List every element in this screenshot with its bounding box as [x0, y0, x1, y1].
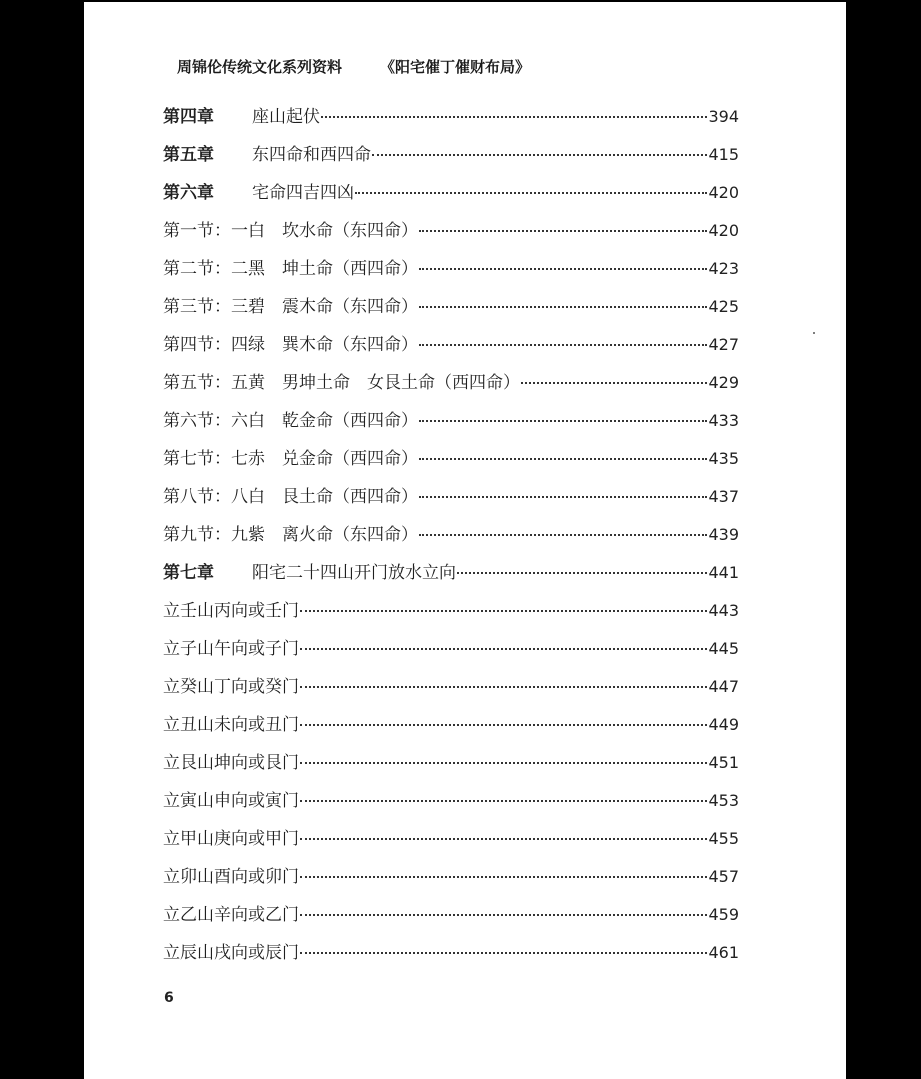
- dot-leader: [521, 381, 707, 384]
- toc-entry-title: 立乙山辛向或乙门: [163, 905, 299, 925]
- toc-page-number: 439: [708, 525, 739, 544]
- dot-leader: [300, 799, 707, 802]
- toc-entry-title: 第五节：五黄 男坤土命 女艮土命（西四命）: [163, 373, 520, 393]
- toc-entry: [163, 212, 739, 250]
- toc-page-number: 447: [708, 677, 739, 696]
- dot-leader: [300, 609, 707, 612]
- toc-entry: [163, 364, 739, 402]
- toc-entry-title: 东四命和西四命: [252, 145, 371, 165]
- dot-leader: [419, 267, 707, 270]
- toc-entry-title: 立甲山庚向或甲门: [163, 829, 299, 849]
- toc-entry-title: 立辰山戌向或辰门: [163, 943, 299, 963]
- toc-entry-title: 立癸山丁向或癸门: [163, 677, 299, 697]
- toc-entry: [163, 288, 739, 326]
- toc-entry-title: 立寅山申向或寅门: [163, 791, 299, 811]
- toc-page-number: 457: [708, 867, 739, 886]
- dot-leader: [419, 533, 707, 536]
- toc-page-number: 453: [708, 791, 739, 810]
- toc-entry: [163, 706, 739, 744]
- page-number: 6: [164, 990, 174, 1006]
- dot-leader: [300, 913, 707, 916]
- toc-page-number: 441: [708, 563, 739, 582]
- toc-page-number: 394: [708, 107, 739, 126]
- toc-entry-title: 立丑山未向或丑门: [163, 715, 299, 735]
- toc-entry: [163, 782, 739, 820]
- toc-entry-title: 立艮山坤向或艮门: [163, 753, 299, 773]
- dot-leader: [419, 343, 707, 346]
- toc-page-number: 455: [708, 829, 739, 848]
- toc-entry: [163, 98, 739, 136]
- toc-entry: [163, 896, 739, 934]
- toc-entry: [163, 516, 739, 554]
- dot-leader: [300, 761, 707, 764]
- toc-entry-title: 宅命四吉四凶: [252, 183, 354, 203]
- dot-leader: [419, 495, 707, 498]
- toc-entry: [163, 592, 739, 630]
- toc-page-number: 420: [708, 221, 739, 240]
- toc-entry: [163, 934, 739, 972]
- dot-leader: [300, 837, 707, 840]
- toc-page-number: 423: [708, 259, 739, 278]
- dot-leader: [300, 951, 707, 954]
- toc-entry: [163, 440, 739, 478]
- toc-chapter-label: 第五章: [163, 145, 214, 165]
- dot-leader: [321, 115, 707, 118]
- toc-page-number: 445: [708, 639, 739, 658]
- toc-entry: [163, 174, 739, 212]
- toc-entry-title: 第二节：二黑 坤土命（西四命）: [163, 259, 418, 279]
- toc-entry-title: 第八节：八白 艮土命（西四命）: [163, 487, 418, 507]
- dot-leader: [419, 305, 707, 308]
- toc-page-number: 443: [708, 601, 739, 620]
- toc-entry-title: 立壬山丙向或壬门: [163, 601, 299, 621]
- book-page: [84, 2, 846, 1079]
- toc-entry: [163, 402, 739, 440]
- dot-leader: [355, 191, 707, 194]
- dot-leader: [419, 229, 707, 232]
- toc-page-number: 415: [708, 145, 739, 164]
- toc-entry-title: 第七节：七赤 兑金命（西四命）: [163, 449, 418, 469]
- toc-page-number: 420: [708, 183, 739, 202]
- toc-page-number: 451: [708, 753, 739, 772]
- toc-page-number: 427: [708, 335, 739, 354]
- toc-entry: [163, 858, 739, 896]
- toc-page-number: 461: [708, 943, 739, 962]
- toc-chapter-label: 第六章: [163, 183, 214, 203]
- dot-leader: [419, 419, 707, 422]
- toc-entry-title: 第九节：九紫 离火命（东四命）: [163, 525, 418, 545]
- scan-speck: [813, 332, 815, 334]
- toc-page-number: 449: [708, 715, 739, 734]
- dot-leader: [300, 647, 707, 650]
- toc-entry-title: 第六节：六白 乾金命（西四命）: [163, 411, 418, 431]
- dot-leader: [419, 457, 707, 460]
- toc-page-number: 437: [708, 487, 739, 506]
- toc-entry-title: 第一节：一白 坎水命（东四命）: [163, 221, 418, 241]
- toc-entry-title: 第三节：三碧 震木命（东四命）: [163, 297, 418, 317]
- dot-leader: [300, 685, 707, 688]
- toc-entry: [163, 554, 739, 592]
- toc-page-number: 433: [708, 411, 739, 430]
- toc-entry-title: 座山起伏: [252, 107, 320, 127]
- toc-entry-title: 立卯山酉向或卯门: [163, 867, 299, 887]
- toc-entry-title: 阳宅二十四山开门放水立向: [252, 563, 456, 583]
- toc-entry: [163, 326, 739, 364]
- toc-page-number: 429: [708, 373, 739, 392]
- toc-page-number: 425: [708, 297, 739, 316]
- toc-chapter-label: 第四章: [163, 107, 214, 127]
- toc-entry: [163, 820, 739, 858]
- toc-chapter-label: 第七章: [163, 563, 214, 583]
- toc-entry: [163, 744, 739, 782]
- book-title: 《阳宅催丁催财布局》: [380, 58, 531, 76]
- series-title: 周锦伦传统文化系列资料: [177, 58, 343, 76]
- toc-entry-title: 立子山午向或子门: [163, 639, 299, 659]
- toc-page-number: 435: [708, 449, 739, 468]
- dot-leader: [372, 153, 707, 156]
- toc-page-number: 459: [708, 905, 739, 924]
- toc-entry-title: 第四节：四绿 巽木命（东四命）: [163, 335, 418, 355]
- dot-leader: [300, 875, 707, 878]
- toc-entry: [163, 668, 739, 706]
- dot-leader: [457, 571, 707, 574]
- toc-entry: [163, 250, 739, 288]
- table-of-contents: [163, 98, 739, 972]
- toc-entry: [163, 478, 739, 516]
- dot-leader: [300, 723, 707, 726]
- running-header: [84, 56, 846, 82]
- toc-entry: [163, 630, 739, 668]
- toc-entry: [163, 136, 739, 174]
